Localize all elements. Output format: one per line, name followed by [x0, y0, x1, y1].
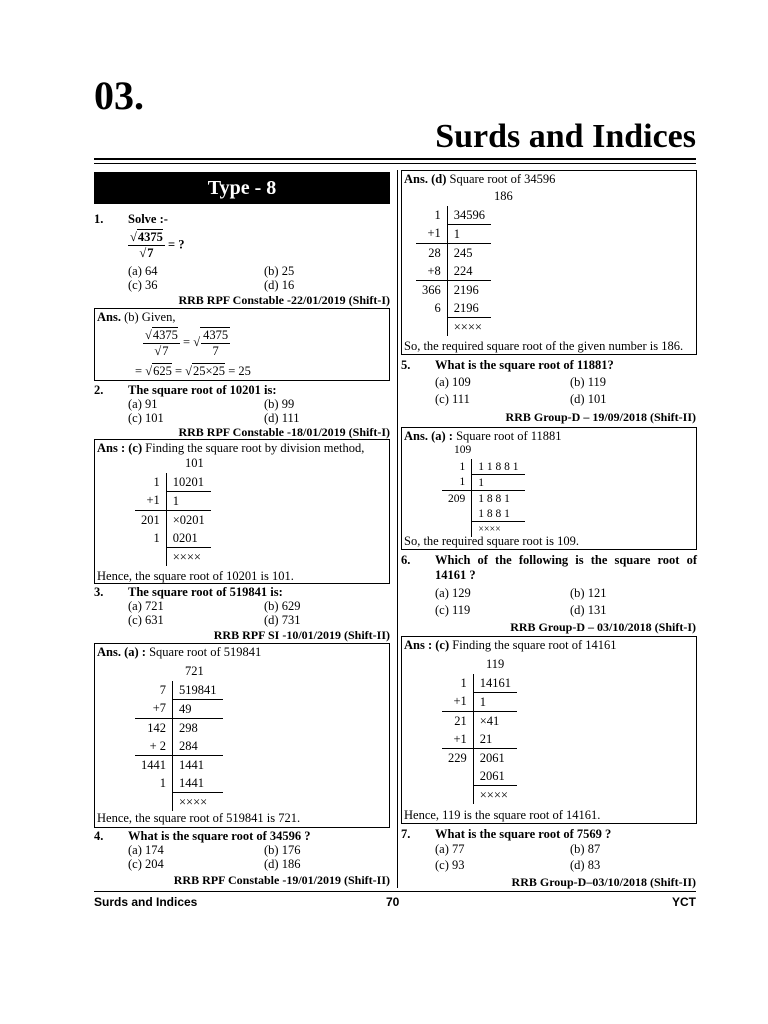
type-banner: Type - 8 — [94, 172, 390, 204]
answer-box: Ans. (a) : Square root of 11881 109 1 1 1 8 8 1 1 1 209 1 8 8 1 1 8 8 1 ×××× So, the required square root is 109. — [401, 427, 697, 550]
option-c[interactable]: (c) 93 — [435, 858, 465, 872]
option-a[interactable]: (a) 91 — [128, 397, 158, 411]
answer-box: Ans : (c) Finding the square root by division method, 101 1 10201 +1 1 201 ×0201 1 0201 ×××× Hence, the square root of 10201 is 101. — [94, 439, 390, 584]
page-number: 70 — [386, 895, 400, 909]
question-number: 3. — [94, 585, 104, 599]
question-source: RRB RPF SI -10/01/2019 (Shift-II) — [213, 628, 390, 642]
option-c[interactable]: (c) 101 — [128, 411, 164, 425]
question-text-cont: 14161 ? — [435, 568, 476, 582]
question-text: What is the square root of 7569 ? — [435, 827, 612, 841]
option-c[interactable]: (c) 204 — [128, 857, 164, 871]
division-table: 1 14161 +1 1 21 ×41 +1 21 229 2061 2061 ×××× — [442, 674, 517, 804]
question-number: 7. — [401, 827, 411, 841]
answer-conclusion: So, the required square root of the given number is 186. — [404, 339, 684, 353]
answer-working: $\frac{√4375}{√7}$ = √ $\frac{4375}{7}$ — [145, 327, 229, 358]
option-b[interactable]: (b) 25 — [264, 264, 295, 278]
question-source: RRB Group-D–03/10/2018 (Shift-II) — [511, 875, 696, 889]
question-expression: $\frac{√4375}{√7}$ = ? — [130, 230, 185, 260]
question-text: The square root of 10201 is: — [128, 383, 277, 397]
option-c[interactable]: (c) 119 — [435, 603, 471, 617]
question-text: Which of the following is the square root of — [435, 553, 697, 567]
footer-chapter: Surds and Indices — [94, 895, 198, 909]
option-d[interactable]: (d) 186 — [264, 857, 301, 871]
division-table: 1 1 1 8 8 1 1 1 209 1 8 8 1 1 8 8 1 ×××× — [442, 459, 525, 537]
option-a[interactable]: (a) 174 — [128, 843, 164, 857]
option-c[interactable]: (c) 631 — [128, 613, 164, 627]
quotient: 721 — [185, 664, 204, 678]
title-rule — [94, 158, 696, 160]
option-c[interactable]: (c) 111 — [435, 392, 470, 406]
question-source: RRB RPF Constable -18/01/2019 (Shift-I) — [178, 425, 390, 439]
option-b[interactable]: (b) 119 — [570, 375, 606, 389]
answer-box: Ans. (a) : Square root of 519841 721 7 519841 +7 49 142 298 + 2 284 1441 1441 1 1441 ×××× Hence, the square root of 519841 is 721. — [94, 643, 390, 828]
option-c[interactable]: (c) 36 — [128, 278, 158, 292]
division-table: 1 34596 +1 1 28 245 +8 224 366 2196 6 2196 ×××× — [416, 206, 491, 336]
division-table: 7 519841 +7 49 142 298 + 2 284 1441 1441 1 1441 ×××× — [135, 681, 223, 811]
answer-box: Ans. (b) Given, $\frac{√4375}{√7}$ = √ $\frac{4375}{7}$ = √625 = √25×25 = 25 — [94, 308, 390, 381]
question-text: What is the square root of 34596 ? — [128, 829, 311, 843]
answer-conclusion: Hence, the square root of 10201 is 101. — [97, 569, 294, 583]
option-b[interactable]: (b) 176 — [264, 843, 301, 857]
option-b[interactable]: (b) 99 — [264, 397, 295, 411]
title-rule-thin — [94, 163, 696, 164]
question-number: 1. — [94, 212, 104, 226]
footer-publisher: YCT — [672, 895, 696, 909]
question-number: 5. — [401, 358, 411, 372]
question-source: RRB RPF Constable -22/01/2019 (Shift-I) — [178, 293, 390, 307]
option-b[interactable]: (b) 121 — [570, 586, 607, 600]
question-text: What is the square root of 11881? — [435, 358, 614, 372]
question-source: RRB RPF Constable -19/01/2019 (Shift-II) — [173, 873, 390, 887]
option-d[interactable]: (d) 16 — [264, 278, 295, 292]
quotient: 119 — [486, 657, 505, 671]
question-text: The square root of 519841 is: — [128, 585, 283, 599]
division-table: 1 10201 +1 1 201 ×0201 1 0201 ×××× — [135, 473, 211, 566]
footer-rule — [94, 891, 696, 892]
option-a[interactable]: (a) 721 — [128, 599, 164, 613]
option-d[interactable]: (d) 83 — [570, 858, 601, 872]
option-b[interactable]: (b) 629 — [264, 599, 301, 613]
answer-box: Ans : (c) Finding the square root of 14161 119 1 14161 +1 1 21 ×41 +1 21 229 2061 2061 ×××× Hence, 119 is the square root of 14161. — [401, 636, 697, 824]
answer-conclusion: So, the required square root is 109. — [404, 534, 579, 548]
answer-conclusion: Hence, 119 is the square root of 14161. — [404, 808, 601, 822]
quotient: 101 — [185, 456, 204, 470]
question-number: 4. — [94, 829, 104, 843]
answer-result: = √625 = √25×25 = 25 — [135, 364, 251, 378]
option-a[interactable]: (a) 64 — [128, 264, 158, 278]
question-number: 2. — [94, 383, 104, 397]
answer-box: Ans. (d) Square root of 34596 186 1 34596 +1 1 28 245 +8 224 366 2196 6 2196 ×××× So, the required square root of the given number is 186. — [401, 170, 697, 355]
option-a[interactable]: (a) 129 — [435, 586, 471, 600]
option-d[interactable]: (d) 731 — [264, 613, 301, 627]
option-d[interactable]: (d) 101 — [570, 392, 607, 406]
question-source: RRB Group-D – 03/10/2018 (Shift-I) — [510, 620, 696, 634]
question-number: 6. — [401, 553, 411, 567]
question-text: Solve :- — [128, 212, 168, 226]
answer-conclusion: Hence, the square root of 519841 is 721. — [97, 811, 301, 825]
quotient: 186 — [494, 189, 513, 203]
column-divider — [397, 170, 398, 888]
option-d[interactable]: (d) 111 — [264, 411, 300, 425]
chapter-number: 03. — [94, 73, 144, 118]
quotient: 109 — [454, 444, 472, 456]
option-b[interactable]: (b) 87 — [570, 842, 601, 856]
option-d[interactable]: (d) 131 — [570, 603, 607, 617]
option-a[interactable]: (a) 77 — [435, 842, 465, 856]
chapter-title: Surds and Indices — [435, 118, 696, 155]
option-a[interactable]: (a) 109 — [435, 375, 471, 389]
question-source: RRB Group-D – 19/09/2018 (Shift-II) — [505, 410, 696, 424]
